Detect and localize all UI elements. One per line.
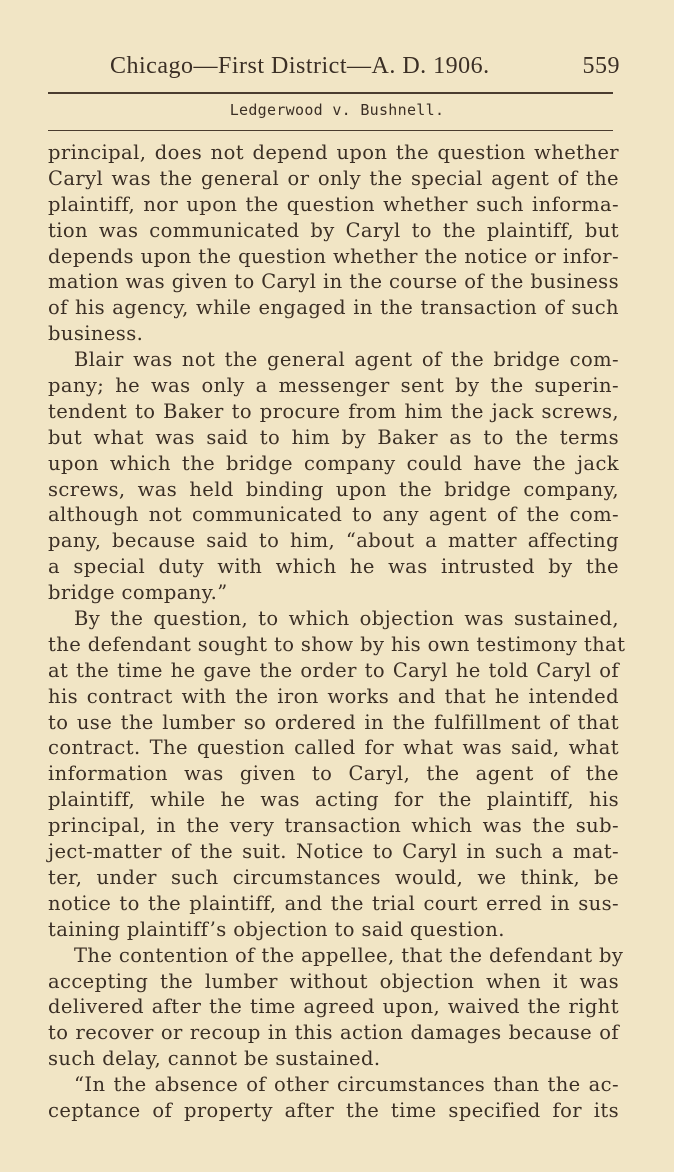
- text-line: Caryl was the general or only the special agent of the: [48, 166, 619, 190]
- text-line: such delay, cannot be sustained.: [48, 1047, 381, 1071]
- text-line: of his agency, while engaged in the transaction of such: [48, 296, 619, 320]
- header-rule: [48, 92, 613, 94]
- text-line: although not communicated to any agent of the com-: [48, 503, 619, 527]
- paragraph: [48, 606, 626, 943]
- text-line: screws, was held binding upon the bridge company,: [48, 477, 619, 501]
- running-head-title: Chicago—First District—A. D. 1906.: [110, 53, 490, 79]
- text-line: ject-matter of the suit. Notice to Caryl in such a mat-: [48, 840, 619, 864]
- text-line: mation was given to Caryl in the course of the business: [48, 270, 619, 294]
- text-line: The contention of the appellee, that the defendant by: [74, 943, 624, 967]
- text-line: business.: [48, 322, 144, 346]
- text-line: By the question, to which objection was sustained,: [74, 607, 619, 631]
- text-line: the defendant sought to show by his own testimony that: [48, 632, 626, 656]
- caption-rule: [48, 130, 613, 131]
- case-caption: Ledgerwood v. Bushnell.: [229, 101, 445, 119]
- text-line: plaintiff, while he was acting for the plaintiff, his: [48, 788, 619, 812]
- text-line: ceptance of property after the time specified for its: [48, 1098, 619, 1122]
- text-line: principal, in the very transaction which was the sub-: [48, 814, 619, 838]
- text-line: ter, under such circumstances would, we think, be: [48, 865, 619, 889]
- text-line: “In the absence of other circumstances than the ac-: [74, 1073, 619, 1097]
- running-head: [110, 53, 620, 85]
- text-line: principal, does not depend upon the question whether: [48, 141, 619, 164]
- text-line: delivered after the time agreed upon, waived the right: [48, 995, 619, 1019]
- text-line: a special duty with which he was intrusted by the: [48, 555, 619, 579]
- text-line: tion was communicated by Caryl to the plaintiff, but: [48, 218, 619, 242]
- text-line: at the time he gave the order to Caryl he told Caryl of: [48, 658, 619, 682]
- body-text: [48, 140, 626, 1124]
- text-line: depends upon the question whether the notice or infor-: [48, 244, 619, 268]
- text-line: accepting the lumber without objection when it was: [48, 969, 619, 993]
- text-line: tendent to Baker to procure from him the jack screws,: [48, 399, 619, 423]
- paragraph: [48, 140, 619, 347]
- text-line: but what was said to him by Baker as to the terms: [48, 425, 619, 449]
- text-line: upon which the bridge company could have the jack: [48, 451, 619, 475]
- text-line: to recover or recoup in this action damages because of: [48, 1021, 619, 1045]
- page-number: 559: [582, 53, 620, 79]
- text-line: notice to the plaintiff, and the trial court erred in sus-: [48, 891, 619, 915]
- text-line: information was given to Caryl, the agent of the: [48, 762, 619, 786]
- text-line: pany; he was only a messenger sent by the superin-: [48, 374, 619, 398]
- paragraph: [48, 347, 619, 606]
- text-line: Blair was not the general agent of the bridge com-: [74, 348, 619, 372]
- text-line: his contract with the iron works and that he intended: [48, 684, 619, 708]
- paragraph: [48, 943, 624, 1072]
- text-line: bridge company.”: [48, 581, 228, 605]
- text-line: plaintiff, nor upon the question whether such informa-: [48, 192, 619, 216]
- text-line: taining plaintiff’s objection to said question.: [48, 917, 505, 941]
- paragraph: [48, 1072, 619, 1124]
- text-line: pany, because said to him, “about a matter affecting: [48, 529, 619, 553]
- text-line: to use the lumber so ordered in the fulfillment of that: [48, 710, 619, 734]
- text-line: contract. The question called for what was said, what: [48, 736, 619, 760]
